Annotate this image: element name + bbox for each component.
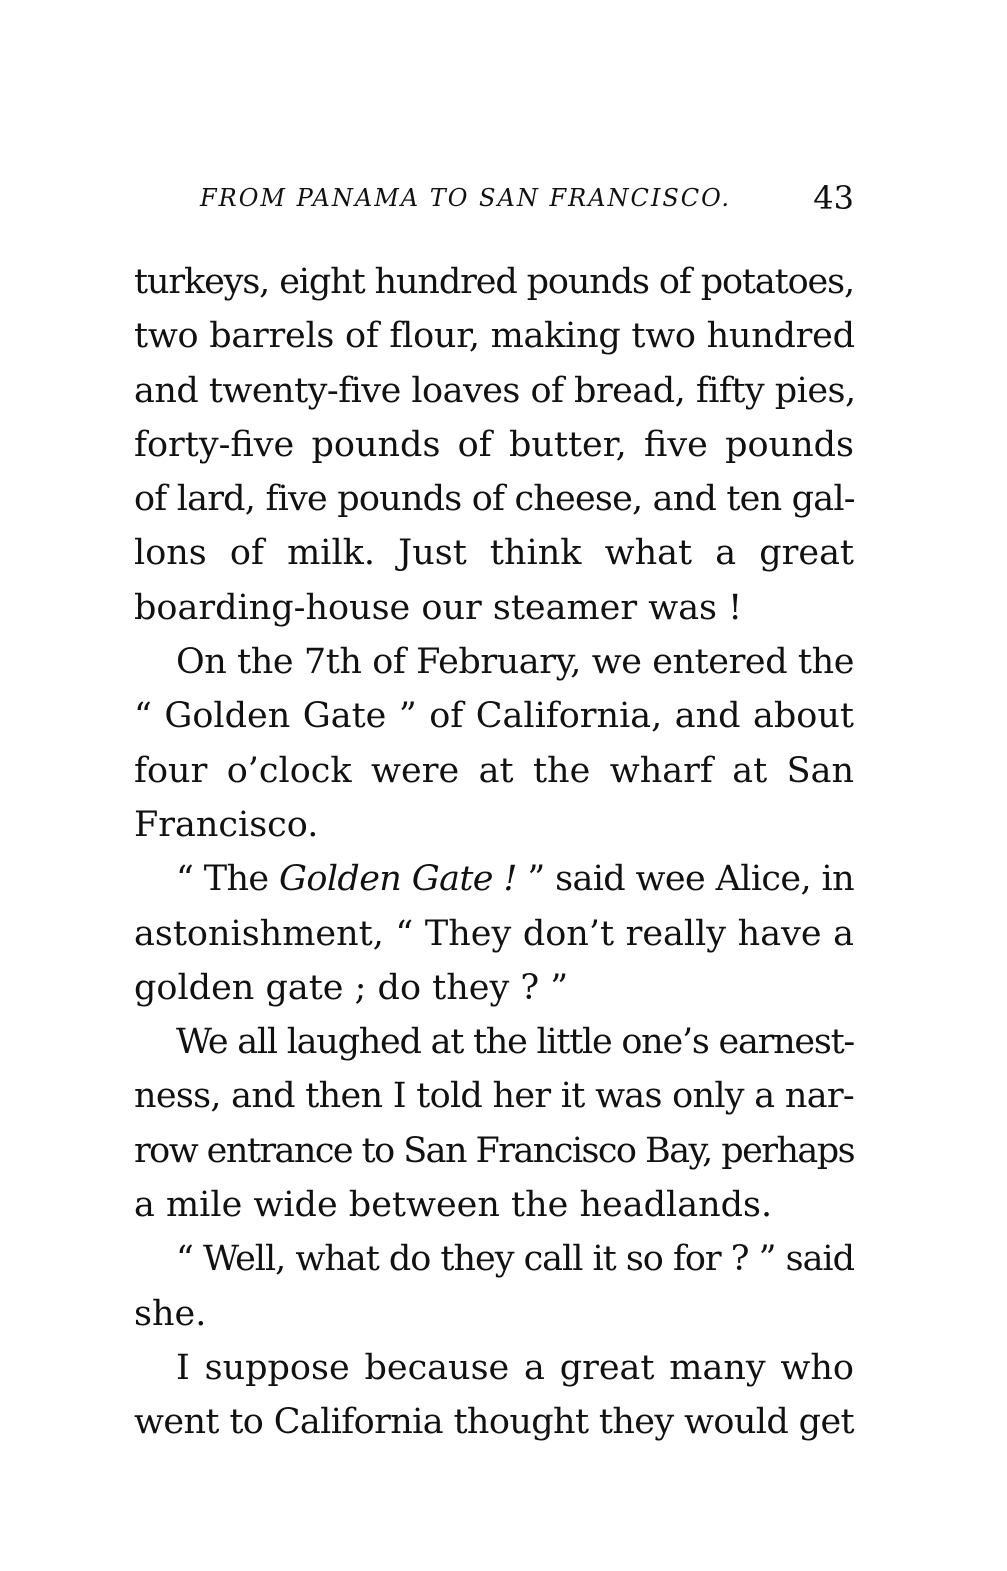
text-line: row entrance to San Francisco Bay, perhaps	[134, 1130, 854, 1171]
text-line: On the 7th of February, we entered the	[176, 642, 854, 683]
text-line: boarding-house our steamer was !	[134, 587, 743, 628]
text-line: “ Well, what do they call it so for ? ” said	[176, 1239, 854, 1280]
text-line: We all laughed at the little one’s earnest-	[176, 1022, 854, 1063]
text-line: ness, and then I told her it was only a nar-	[134, 1076, 854, 1117]
text-line: of lard, five pounds of cheese, and ten gal-	[134, 479, 855, 520]
text-line: I suppose because a great many who	[176, 1347, 854, 1388]
text-line: and twenty-five loaves of bread, fifty pies,	[134, 370, 856, 411]
text-line: astonishment, “ They don’t really have a	[134, 913, 854, 954]
text-line: two barrels of flour, making two hundred	[134, 316, 855, 357]
text-segment: ” said wee Alice, in	[516, 859, 854, 900]
italic-text: Golden Gate !	[279, 859, 517, 900]
text-line: lons of milk. Just think what a great	[134, 533, 854, 574]
text-line: forty-five pounds of butter, five pounds	[134, 424, 854, 465]
body-text	[134, 255, 854, 1450]
text-line: “ Golden Gate ” of California, and about	[134, 696, 854, 737]
page-number: 43	[813, 179, 854, 217]
text-line: a mile wide between the headlands.	[134, 1185, 773, 1226]
text-line: she.	[134, 1293, 207, 1334]
text-line: Francisco.	[134, 804, 319, 845]
text-line: turkeys, eight hundred pounds of potatoes,	[134, 262, 854, 302]
text-line: four o’clock were at the wharf at San	[134, 750, 854, 791]
text-line	[134, 852, 854, 906]
running-head: FROM PANAMA TO SAN FRANCISCO.	[200, 184, 732, 212]
text-line: went to California thought they would get	[134, 1402, 854, 1443]
text-segment: “ The	[176, 859, 280, 900]
page-header	[134, 178, 854, 218]
text-line: golden gate ; do they ? ”	[134, 967, 569, 1008]
